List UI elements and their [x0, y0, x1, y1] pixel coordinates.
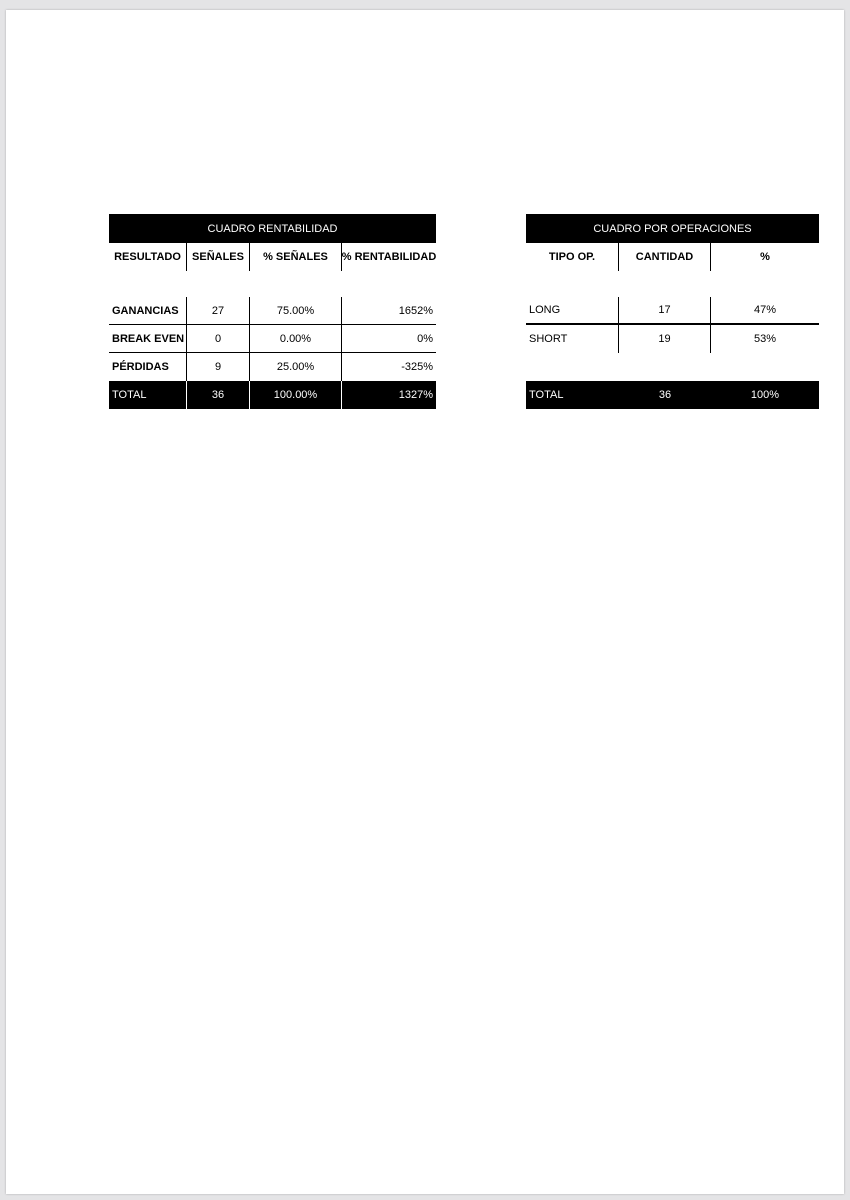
pct-senales-cell: 25.00%: [250, 353, 342, 381]
pct-rentabilidad-cell: 0%: [342, 325, 436, 353]
column-header: % RENTABILIDAD: [341, 251, 437, 263]
total-pct: 100%: [750, 389, 780, 401]
total-row: [109, 381, 436, 409]
operaciones-header-row: [526, 243, 819, 271]
pct-cell: 47%: [711, 297, 819, 325]
senales-cell: 0: [187, 325, 250, 353]
pct-rentabilidad-cell: 1652%: [342, 297, 436, 325]
table-row: [526, 325, 819, 353]
pct-senales-cell: 75.00%: [250, 297, 342, 325]
total-senales: 36: [187, 381, 250, 409]
table-row: [109, 353, 436, 381]
table-row: [526, 297, 819, 325]
pct-rentabilidad-cell: -325%: [401, 361, 433, 373]
rentabilidad-title: CUADRO RENTABILIDAD: [109, 214, 436, 243]
row-label: PÉRDIDAS: [109, 353, 187, 381]
column-header: %: [760, 251, 770, 263]
total-cantidad: 36: [658, 389, 672, 401]
cantidad-cell: 17: [619, 297, 711, 325]
column-header: % SEÑALES: [250, 243, 342, 271]
pct-senales-cell: 0.00%: [250, 325, 342, 353]
document-page: [6, 10, 844, 1194]
total-pct-senales: 100.00%: [250, 381, 342, 409]
rentabilidad-header-row: [109, 243, 436, 271]
operaciones-title: CUADRO POR OPERACIONES: [526, 214, 819, 243]
operaciones-table: [526, 214, 819, 409]
total-row: [526, 381, 819, 409]
tipo-cell: SHORT: [526, 325, 619, 353]
column-header: CANTIDAD: [619, 243, 711, 271]
table-row: [109, 325, 436, 353]
row-label: GANANCIAS: [109, 297, 187, 325]
rentabilidad-table: [109, 214, 436, 409]
column-header: SEÑALES: [187, 243, 250, 271]
table-row: [109, 297, 436, 325]
senales-cell: 27: [187, 297, 250, 325]
column-header: TIPO OP.: [526, 243, 619, 271]
total-label: TOTAL: [529, 389, 564, 401]
row-label: BREAK EVEN: [109, 325, 187, 353]
cantidad-cell: 19: [619, 325, 711, 353]
pct-cell: 53%: [753, 333, 777, 345]
total-pct-rentabilidad: 1327%: [398, 389, 433, 401]
total-label: TOTAL: [109, 381, 187, 409]
senales-cell: 9: [187, 353, 250, 381]
tipo-cell: LONG: [526, 297, 619, 325]
column-header: RESULTADO: [109, 243, 187, 271]
